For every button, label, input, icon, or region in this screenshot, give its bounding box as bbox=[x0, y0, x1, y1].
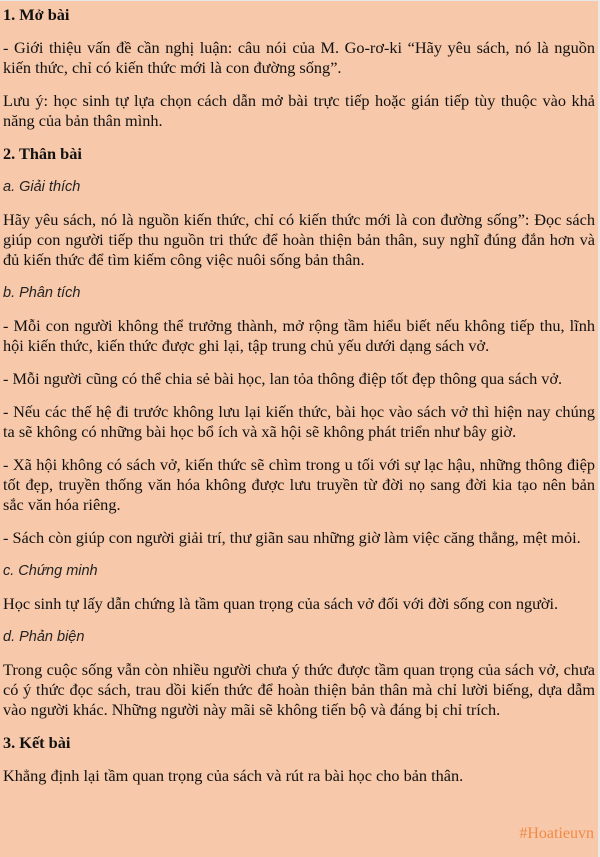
subheading-analysis: b. Phân tích bbox=[3, 285, 81, 301]
paragraph: Trong cuộc sống vẫn còn nhiều người chưa ý thức được tầm quan trọng của sách vở, chưa có ý thức đọc sách, trau dồi kiến thức để hoàn thiện bản thân mà chỉ lười biếng, dựa dẫm vào người khác. Những người này mãi sẽ không tiến bộ và đáng bị chỉ trích. bbox=[3, 660, 595, 719]
watermark: #Hoatieuvn bbox=[519, 825, 594, 842]
paragraph: - Mỗi con người không thể trưởng thành, mở rộng tầm hiểu biết nếu không tiếp thu, lĩnh hội kiến thức, kiến thức được ghi lại, tập trung chủ yếu dưới dạng sách vở. bbox=[3, 316, 595, 355]
paragraph: - Sách còn giúp con người giải trí, thư giãn sau những giờ làm việc căng thẳng, mệt mỏi. bbox=[3, 528, 581, 547]
subheading-counter: d. Phản biện bbox=[3, 629, 85, 645]
paragraph: Khẳng định lại tầm quan trọng của sách và rút ra bài học cho bản thân. bbox=[3, 766, 464, 785]
paragraph: Lưu ý: học sinh tự lựa chọn cách dẫn mở bài trực tiếp hoặc gián tiếp tùy thuộc vào khả năng của bản thân mình. bbox=[3, 91, 595, 130]
heading-intro: 1. Mở bài bbox=[3, 5, 70, 24]
paragraph: - Nếu các thế hệ đi trước không lưu lại kiến thức, bài học vào sách vở thì hiện nay chúng ta sẽ không có những bài học bổ ích và xã hội sẽ không phát triển như bây giờ. bbox=[3, 402, 595, 441]
paragraph: - Giới thiệu vấn đề cần nghị luận: câu nói của M. Go-rơ-ki “Hãy yêu sách, nó là nguồn kiến thức, chỉ có kiến thức mới là con đường sống”. bbox=[3, 38, 595, 77]
paragraph: - Mỗi người cũng có thể chia sẻ bài học, lan tỏa thông điệp tốt đẹp thông qua sách vở. bbox=[3, 369, 563, 388]
paragraph: Học sinh tự lấy dẫn chứng là tầm quan trọng của sách vở đối với đời sống con người. bbox=[3, 594, 559, 613]
subheading-proof: c. Chứng minh bbox=[3, 563, 98, 579]
paragraph: Hãy yêu sách, nó là nguồn kiến thức, chỉ có kiến thức mới là con đường sống”: Đọc sách giúp con người tiếp thu nguồn tri thức để hoàn thiện bản thân, suy nghĩ đúng đắn hơn và đủ kiến thức để tìm kiếm công việc nuôi sống bản thân. bbox=[3, 210, 595, 269]
heading-body: 2. Thân bài bbox=[3, 144, 82, 163]
subheading-explain: a. Giải thích bbox=[3, 179, 81, 195]
paragraph: - Xã hội không có sách vở, kiến thức sẽ chìm trong u tối với sự lạc hậu, những thông điệp tốt đẹp, truyền thống văn hóa không được lưu truyền từ đời nọ sang đời kia tạo nên bản sắc văn hóa riêng. bbox=[3, 455, 595, 514]
heading-conclusion: 3. Kết bài bbox=[3, 733, 71, 752]
